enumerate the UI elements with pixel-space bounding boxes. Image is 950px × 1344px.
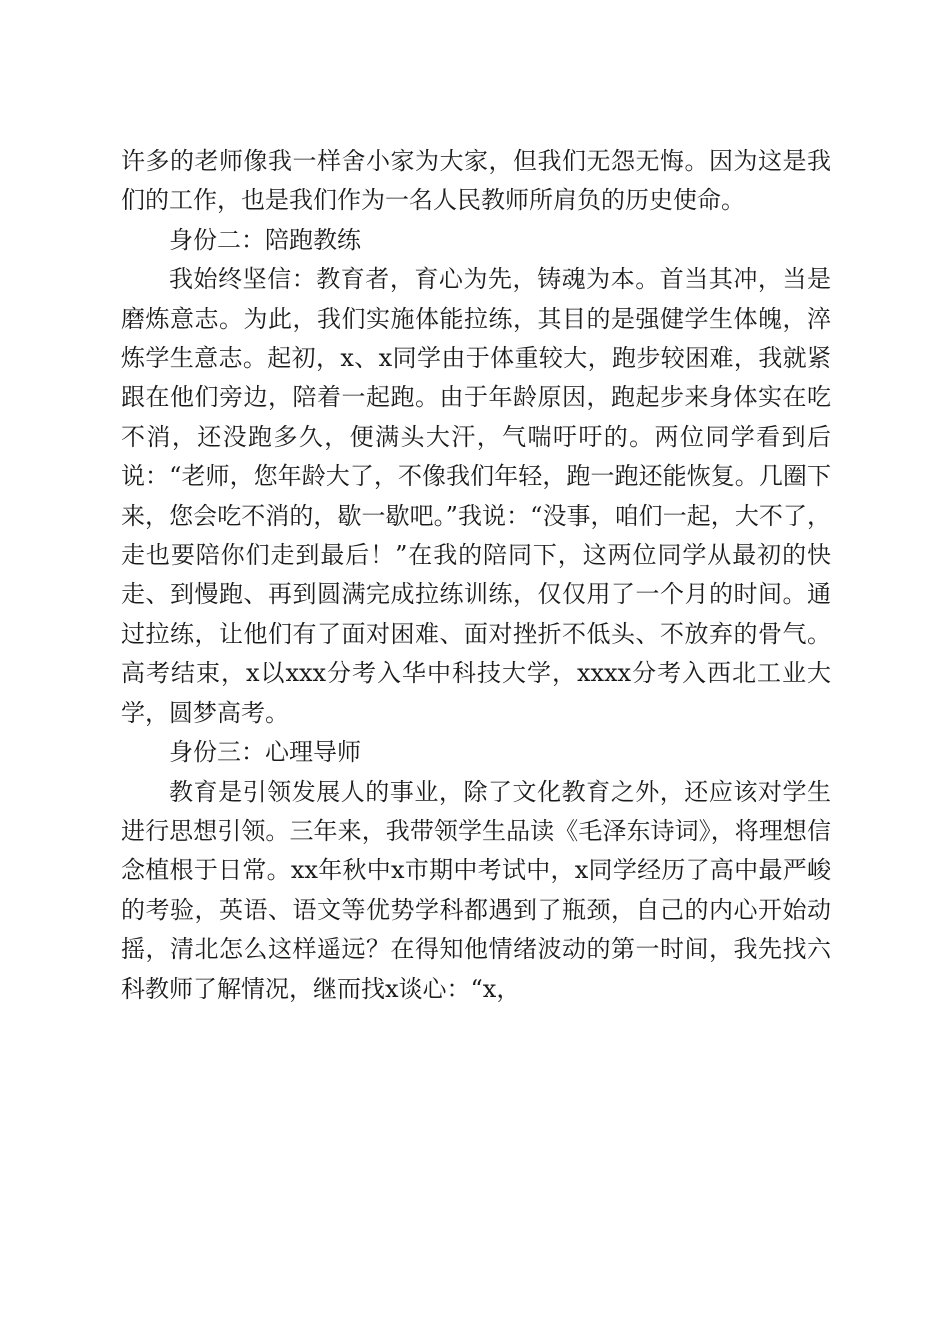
- paragraph-continuation: 许多的老师像我一样舍小家为大家，但我们无怨无悔。因为这是我们的工作，也是我们作为一名人民教师所肩负的历史使命。: [121, 147, 831, 215]
- document-body: [121, 142, 831, 1009]
- section-heading-identity-three: 身份三：心理导师: [169, 738, 361, 767]
- section-heading-identity-two: 身份二：陪跑教练: [169, 225, 361, 254]
- paragraph-running-coach: 我始终坚信：教育者，育心为先，铸魂为本。首当其冲，当是磨炼意志。为此，我们实施体能拉练，其目的是强健学生体魄，淬炼学生意志。起初，x、x同学由于体重较大，跑步较困难，我就紧跟在他们旁边，陪着一起跑。由于年龄原因，跑起步来身体实在吃不消，还没跑多久，便满头大汗，气喘吁吁的。两位同学看到后说：“老师，您年龄大了，不像我们年轻，跑一跑还能恢复。几圈下来，您会吃不消的，歇一歇吧。”我说：“没事，咱们一起，大不了，走也要陪你们走到最后！”在我的陪同下，这两位同学从最初的快走、到慢跑、再到圆满完成拉练训练，仅仅用了一个月的时间。通过拉练，让他们有了面对困难、面对挫折不低头、不放弃的骨气。高考结束，x以xxx分考入华中科技大学，xxxx分考入西北工业大学，圆梦高考。: [121, 265, 831, 727]
- paragraph-mental-mentor: 教育是引领发展人的事业，除了文化教育之外，还应该对学生进行思想引领。三年来，我带领学生品读《毛泽东诗词》，将理想信念植根于日常。xx年秋中x市期中考试中，x同学经历了高中最严峻的考验，英语、语文等优势学科都遇到了瓶颈，自己的内心开始动摇，清北怎么这样遥远？在得知他情绪波动的第一时间，我先找六科教师了解情况，继而找x谈心：“x，: [121, 777, 831, 1003]
